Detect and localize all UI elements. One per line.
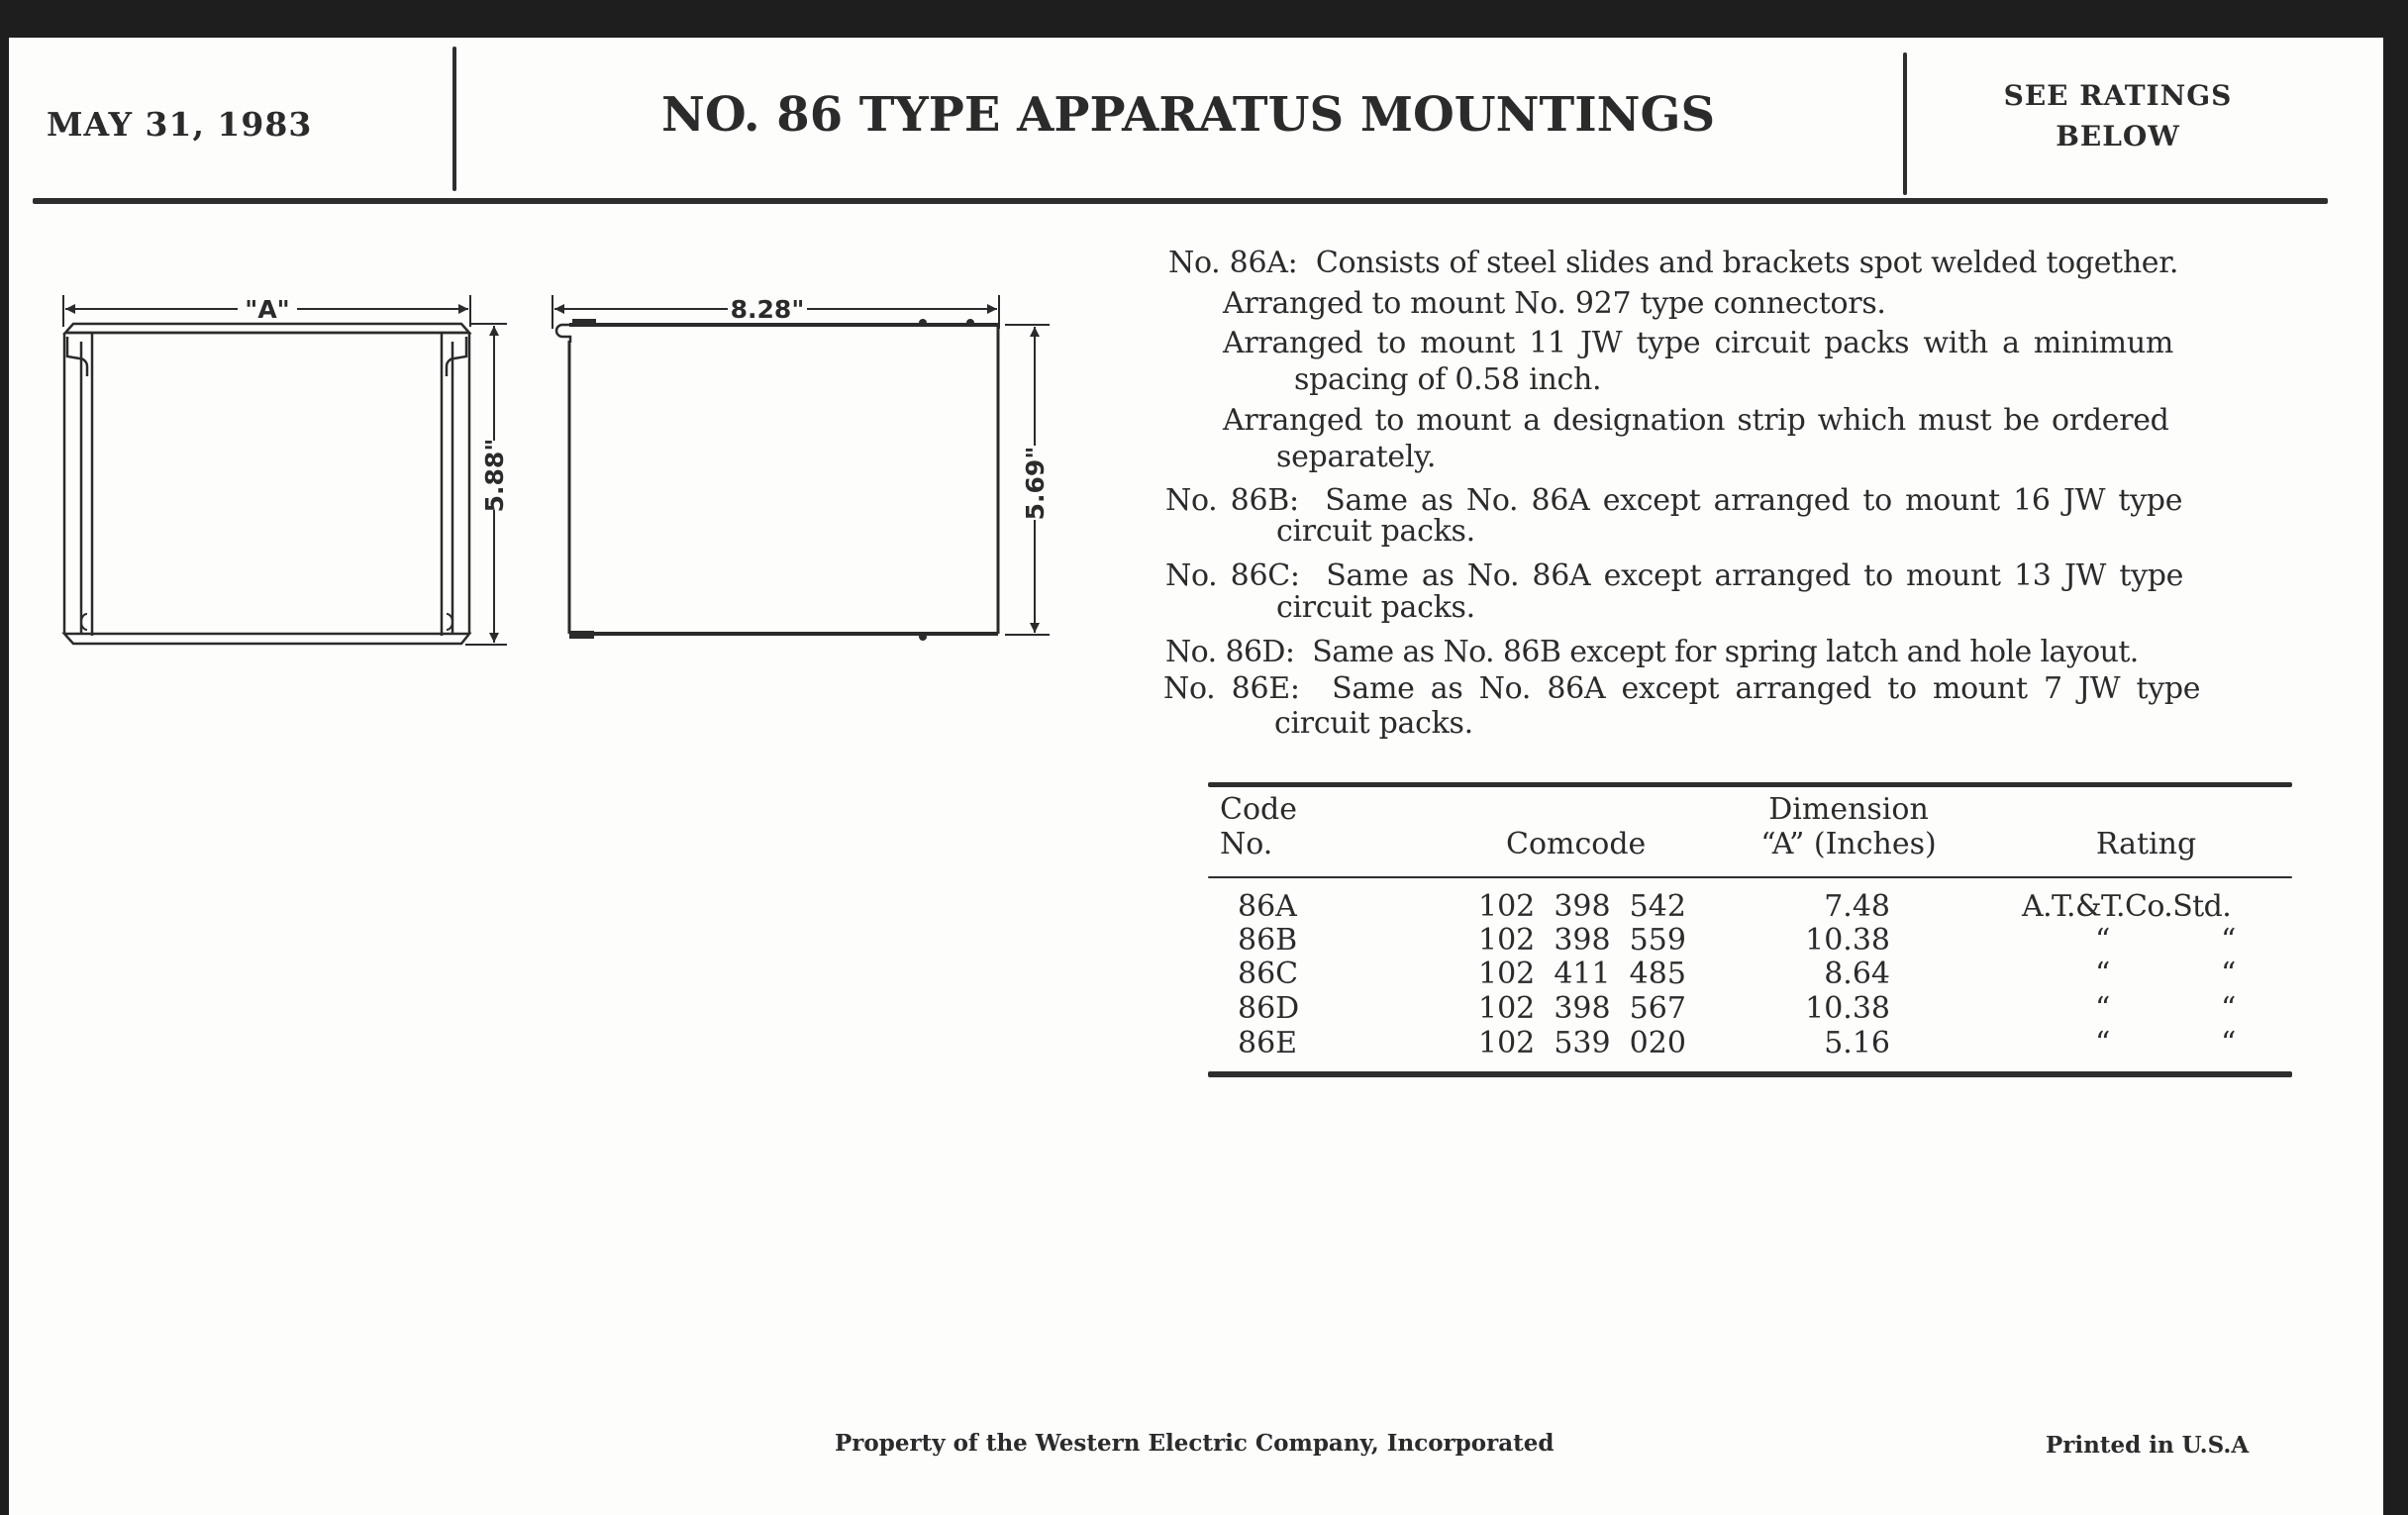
side-width-label: 8.28" [730,295,805,324]
description-86b-cont: circuit packs. [1276,514,1475,549]
description-86e-cont: circuit packs. [1274,706,1473,741]
table-row [0,991,2408,1025]
footer-property: Property of the Western Electric Company, Incorporated [835,1430,1555,1457]
description-86c-cont: circuit packs. [1276,590,1475,625]
description-label: No. 86A: [1168,246,1298,280]
cell-dimension: 7.48 [1824,889,1890,924]
ratings-note [1905,75,2331,156]
header-dimension [1710,792,1987,861]
description-86a-designation-cont: separately. [1276,440,1437,474]
cell-rating-ditto: “ [2221,991,2237,1026]
cell-rating-ditto: “ [2221,957,2237,991]
footer-printed: Printed in U.S.A [2046,1432,2250,1459]
header-code-line1: Code [1220,792,1297,827]
description-86d [1165,635,2139,669]
front-height-label: 5.88" [480,438,509,513]
description-86a-connectors: Arranged to mount No. 927 type connectors. [1223,286,1886,321]
description-86b [1165,483,2182,518]
description-86a-circuit-packs-cont: spacing of 0.58 inch. [1294,362,1602,397]
cell-comcode: 102 398 567 [1478,991,1686,1026]
description-text: Same as No. 86A except arranged to mount 16 JW type [1325,483,2183,518]
cell-dimension: 10.38 [1805,923,1890,958]
cell-comcode: 102 411 485 [1478,957,1686,991]
cell-code: 86B [1238,923,1298,958]
description-86a [1168,246,2178,280]
side-height-label: 5.69" [1021,446,1050,521]
description-label: No. 86B: [1165,483,1299,518]
cell-dimension: 8.64 [1824,957,1890,991]
description-label: No. 86D: [1165,635,1295,669]
cell-code: 86E [1238,1026,1298,1060]
ratings-note-line1: SEE RATINGS [2003,79,2233,112]
header-comcode: Comcode [1506,827,1647,861]
description-text: Same as No. 86A except arranged to mount 13 JW type [1326,558,2184,593]
table-header-rule [1208,876,2292,878]
table-row [0,923,2408,957]
cell-rating: A.T.&T.Co.Std. [2022,889,2232,924]
header-dimension-line2: “A” (Inches) [1760,827,1937,861]
description-text: Same as No. 86B except for spring latch and hole layout. [1312,635,2139,669]
description-text: Consists of steel slides and brackets spot welded together. [1315,246,2179,280]
cell-comcode: 102 398 559 [1478,923,1686,958]
cell-rating-ditto: “ [2095,1026,2111,1060]
cell-rating-ditto: “ [2095,991,2111,1026]
header-rating: Rating [2095,827,2197,861]
cell-dimension: 10.38 [1805,991,1890,1026]
cell-comcode: 102 539 020 [1478,1026,1686,1060]
table-top-rule [1208,782,2292,787]
cell-rating-ditto: “ [2221,923,2237,958]
table-row [0,889,2408,923]
front-bottom-rail [64,634,469,644]
description-label: No. 86C: [1165,558,1300,593]
cell-comcode: 102 398 542 [1478,889,1686,924]
cell-dimension: 5.16 [1824,1026,1890,1060]
table-bottom-rule [1208,1071,2292,1077]
cell-code: 86D [1238,991,1300,1026]
mounting-drawings [0,0,1089,693]
header-code [1220,792,1297,861]
ratings-note-line2: BELOW [2056,120,2180,152]
table-row [0,1026,2408,1060]
header-code-line2: No. [1220,827,1273,861]
front-top-rail [65,324,469,333]
cell-code: 86A [1238,889,1297,924]
description-86a-circuit-packs: Arranged to mount 11 JW type circuit packs with a minimum [1223,326,2173,360]
issue-date: MAY 31, 1983 [47,105,313,144]
header-dimension-line1: Dimension [1768,792,1929,827]
front-view-drawing [63,295,507,645]
cell-rating-ditto: “ [2095,923,2111,958]
page-title: NO. 86 TYPE APPARATUS MOUNTINGS [661,87,1716,143]
description-86c [1165,558,2183,593]
cell-rating-ditto: “ [2095,957,2111,991]
description-86e [1163,671,2200,706]
description-text: Same as No. 86A except arranged to mount 7 JW type [1332,671,2201,706]
table-row [0,957,2408,990]
cell-code: 86C [1238,957,1299,991]
description-label: No. 86E: [1163,671,1300,706]
cell-rating-ditto: “ [2221,1026,2237,1060]
description-86a-designation: Arranged to mount a designation strip which must be ordered [1223,403,2169,438]
front-width-label: "A" [245,295,290,324]
side-view-drawing [552,295,1050,641]
